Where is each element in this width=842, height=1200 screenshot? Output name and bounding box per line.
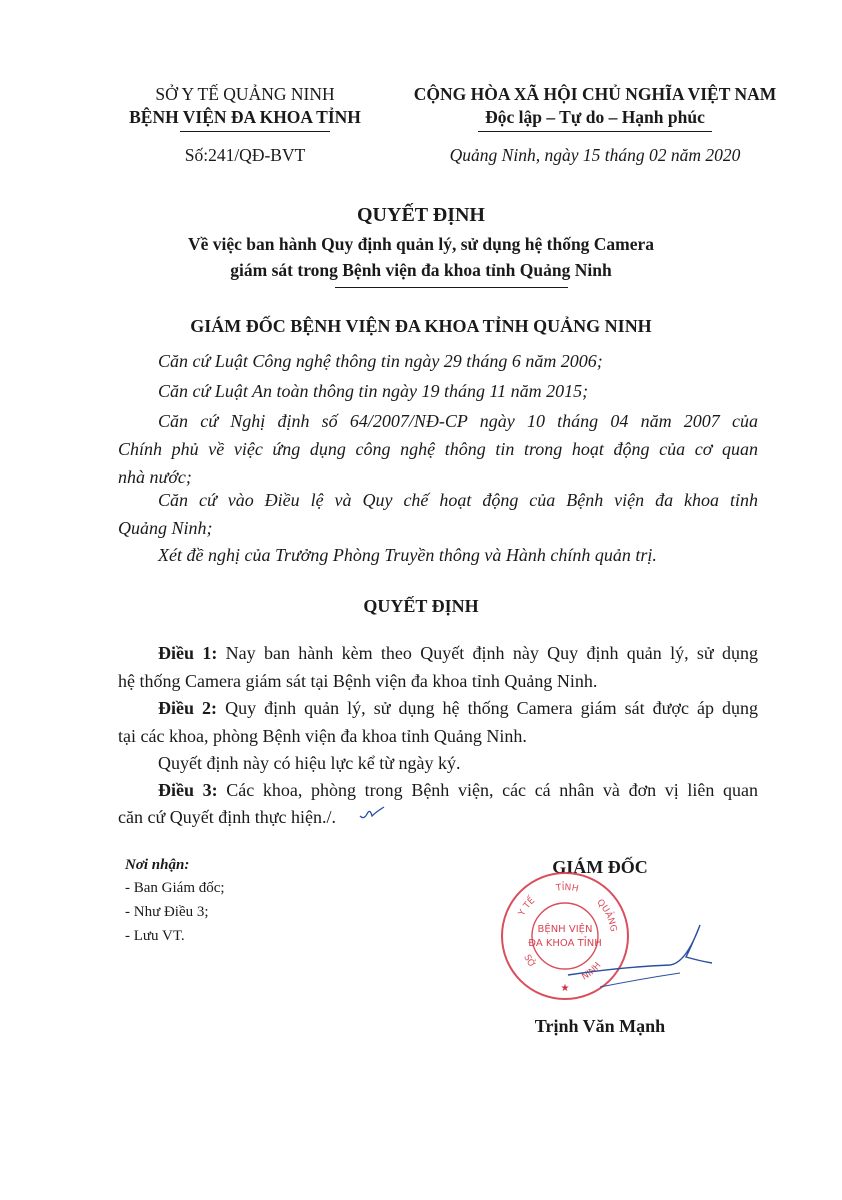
signer-name: Trịnh Văn Mạnh bbox=[534, 1016, 666, 1036]
basis-3-line1: Căn cứ Nghị định số 64/2007/NĐ-CP ngày 10 tháng 04 năm 2007 của bbox=[158, 411, 758, 431]
basis-3-line2: Chính phủ về việc ứng dụng công nghệ thông tin trong hoạt động của cơ quan bbox=[118, 439, 758, 459]
basis-1: Căn cứ Luật Công nghệ thông tin ngày 29 tháng 6 năm 2006; bbox=[158, 351, 603, 371]
basis-5: Xét đề nghị của Trưởng Phòng Truyền thông và Hành chính quản trị. bbox=[158, 545, 657, 565]
recipient-item: - Lưu VT. bbox=[125, 928, 185, 944]
seal-ring-bottom-left: SỞ bbox=[521, 953, 537, 970]
basis-4-line1: Căn cứ vào Điều lệ và Quy chế hoạt động của Bệnh viện đa khoa tỉnh bbox=[158, 490, 758, 510]
national-name: CỘNG HÒA XÃ HỘI CHỦ NGHĨA VIỆT NAM bbox=[413, 84, 777, 104]
hospital-name: BỆNH VIỆN ĐA KHOA TỈNH bbox=[129, 107, 361, 127]
article-3-text: Các khoa, phòng trong Bệnh viện, các cá nhân và đơn vị liên quan bbox=[217, 780, 758, 800]
recipients-label: Nơi nhận: bbox=[125, 857, 190, 873]
document-number: Số:241/QĐ-BVT bbox=[184, 145, 306, 165]
agency-name: SỞ Y TẾ QUẢNG NINH bbox=[155, 84, 335, 104]
signature-icon bbox=[560, 905, 730, 995]
subtitle-underline bbox=[335, 287, 568, 288]
article-3-line2: căn cứ Quyết định thực hiện./. bbox=[118, 807, 336, 827]
recipient-item: - Như Điều 3; bbox=[125, 904, 209, 920]
article-1-line2: hệ thống Camera giám sát tại Bệnh viện đa khoa tỉnh Quảng Ninh. bbox=[118, 671, 598, 691]
article-3-label: Điều 3: bbox=[158, 780, 218, 800]
document-subtitle-line1: Về việc ban hành Quy định quản lý, sử dụng hệ thống Camera bbox=[187, 234, 655, 254]
basis-3-line3: nhà nước; bbox=[118, 467, 192, 487]
effective-clause: Quyết định này có hiệu lực kể từ ngày ký. bbox=[158, 753, 461, 773]
initial-mark-icon bbox=[358, 804, 386, 822]
article-2-line1 bbox=[158, 696, 758, 720]
seal-ring-right: QUẢNG bbox=[594, 897, 618, 933]
document-subtitle-line2: giám sát trong Bệnh viện đa khoa tỉnh Quảng Ninh bbox=[230, 260, 612, 280]
seal-inner-line1: BỆNH VIỆN bbox=[537, 924, 593, 935]
basis-2: Căn cứ Luật An toàn thông tin ngày 19 tháng 11 năm 2015; bbox=[158, 381, 589, 401]
svg-text:Y TẾ bbox=[517, 894, 538, 919]
article-1-label: Điều 1: bbox=[158, 643, 218, 663]
decision-heading: QUYẾT ĐỊNH bbox=[363, 596, 479, 616]
article-2-line2: tại các khoa, phòng Bệnh viện đa khoa tỉnh Quảng Ninh. bbox=[118, 726, 527, 746]
issue-date: Quảng Ninh, ngày 15 tháng 02 năm 2020 bbox=[449, 145, 741, 165]
motto-underline bbox=[478, 131, 712, 132]
hospital-name-underline bbox=[180, 131, 330, 132]
svg-text:TỈNH bbox=[555, 881, 580, 895]
seal-inner-line2: ĐA KHOA TỈNH bbox=[528, 938, 602, 949]
article-1-line1 bbox=[158, 641, 758, 665]
basis-4-line2: Quảng Ninh; bbox=[118, 518, 213, 538]
article-2-text: Quy định quản lý, sử dụng hệ thống Camera giám sát được áp dụng bbox=[217, 698, 758, 718]
seal-ring-bottom: NINH bbox=[580, 960, 604, 983]
seal-star-icon: ★ bbox=[560, 983, 570, 994]
seal-ring-left: Y TẾ bbox=[517, 895, 538, 918]
national-motto: Độc lập – Tự do – Hạnh phúc bbox=[485, 107, 705, 127]
document-title: QUYẾT ĐỊNH bbox=[357, 204, 485, 226]
seal-ring-top: TỈNH bbox=[555, 882, 580, 895]
recipient-item: - Ban Giám đốc; bbox=[125, 880, 225, 896]
svg-text:SỞ bbox=[521, 953, 538, 970]
article-1-text: Nay ban hành kèm theo Quyết định này Quy định quản lý, sử dụng bbox=[217, 643, 758, 663]
article-3-line1 bbox=[158, 778, 758, 802]
signer-title: GIÁM ĐỐC bbox=[552, 857, 648, 877]
issuing-authority: GIÁM ĐỐC BỆNH VIỆN ĐA KHOA TỈNH QUẢNG NINH bbox=[190, 316, 652, 336]
article-2-label: Điều 2: bbox=[158, 698, 218, 718]
